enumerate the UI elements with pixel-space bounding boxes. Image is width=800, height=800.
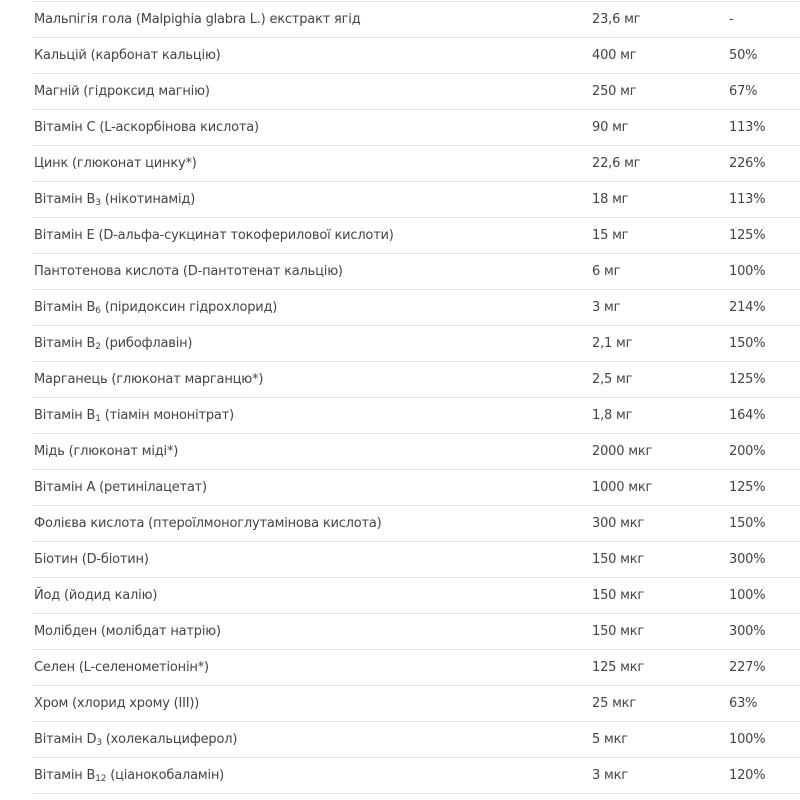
ingredient-name bbox=[32, 732, 592, 747]
ingredient-amount: 25 мкг bbox=[592, 696, 636, 711]
ingredient-name: Фолієва кислота (птероїлмоноглутамінова кислота) bbox=[34, 516, 382, 531]
table-row bbox=[32, 74, 800, 110]
ingredient-amount: 150 мкг bbox=[592, 552, 645, 567]
ingredient-name-prefix: Вітамін B bbox=[34, 192, 96, 207]
daily-value-percent: 67% bbox=[729, 84, 758, 99]
ingredient-name: Пантотенова кислота (D-пантотенат кальцію) bbox=[34, 264, 343, 279]
ingredient-name-prefix: Вітамін D bbox=[34, 732, 97, 747]
ingredient-name: Вітамін C (L-аскорбінова кислота) bbox=[34, 120, 259, 135]
ingredient-name: Селен (L-селенометіонін*) bbox=[34, 660, 209, 675]
table-row bbox=[32, 758, 800, 794]
table-row bbox=[32, 146, 800, 182]
daily-value-percent: 120% bbox=[729, 768, 766, 783]
daily-value-percent: 150% bbox=[729, 336, 766, 351]
table-row bbox=[32, 650, 800, 686]
table-row bbox=[32, 506, 800, 542]
daily-value-percent: 150% bbox=[729, 516, 766, 531]
ingredient-name-suffix: (рибофлавін) bbox=[100, 336, 193, 351]
table-row bbox=[32, 182, 800, 218]
daily-value-percent: 227% bbox=[729, 660, 766, 675]
table-row bbox=[32, 326, 800, 362]
ingredient-name: Біотин (D-біотин) bbox=[34, 552, 149, 567]
ingredient-name bbox=[32, 300, 592, 315]
ingredient-name bbox=[32, 768, 592, 783]
ingredient-name bbox=[32, 408, 592, 423]
ingredient-amount: 150 мкг bbox=[592, 588, 645, 603]
ingredient-name: Мальпігія гола (Malpighia glabra L.) екстракт ягід bbox=[34, 12, 361, 27]
ingredient-name-prefix: Вітамін B bbox=[34, 768, 96, 783]
daily-value-percent: 113% bbox=[729, 120, 766, 135]
daily-value-percent: 50% bbox=[729, 48, 758, 63]
ingredient-amount: 6 мг bbox=[592, 264, 621, 279]
ingredient-amount: 23,6 мг bbox=[592, 12, 641, 27]
ingredient-amount: 400 мг bbox=[592, 48, 637, 63]
ingredient-name: Вітамін A (ретинілацетат) bbox=[34, 480, 207, 495]
ingredient-name: Мідь (глюконат міді*) bbox=[34, 444, 179, 459]
table-row bbox=[32, 254, 800, 290]
daily-value-percent: 100% bbox=[729, 732, 766, 747]
ingredient-name-subscript: 3 bbox=[96, 738, 102, 748]
table-row bbox=[32, 398, 800, 434]
ingredient-amount: 3 мг bbox=[592, 300, 621, 315]
ingredient-amount: 15 мг bbox=[592, 228, 629, 243]
daily-value-percent: 125% bbox=[729, 372, 766, 387]
table-row bbox=[32, 578, 800, 614]
ingredient-amount: 125 мкг bbox=[592, 660, 645, 675]
ingredient-amount: 2,5 мг bbox=[592, 372, 633, 387]
ingredient-amount: 2000 мкг bbox=[592, 444, 653, 459]
ingredient-name-suffix: (ціанокобаламін) bbox=[106, 768, 225, 783]
daily-value-percent: 63% bbox=[729, 696, 758, 711]
ingredient-name: Марганець (глюконат марганцю*) bbox=[34, 372, 264, 387]
daily-value-percent: 164% bbox=[729, 408, 766, 423]
table-row bbox=[32, 2, 800, 38]
daily-value-percent: 300% bbox=[729, 624, 766, 639]
table-row bbox=[32, 434, 800, 470]
ingredient-name: Йод (йодид калію) bbox=[34, 588, 158, 603]
daily-value-percent: 226% bbox=[729, 156, 766, 171]
ingredient-name: Хром (хлорид хрому (III)) bbox=[34, 696, 200, 711]
table-row bbox=[32, 218, 800, 254]
daily-value-percent: - bbox=[729, 12, 734, 27]
ingredient-name-suffix: (піридоксин гідрохлорид) bbox=[100, 300, 278, 315]
ingredient-name-suffix: (тіамін мононітрат) bbox=[100, 408, 234, 423]
daily-value-percent: 214% bbox=[729, 300, 766, 315]
ingredient-amount: 1,8 мг bbox=[592, 408, 633, 423]
ingredient-name: Магній (гідроксид магнію) bbox=[34, 84, 210, 99]
ingredient-name bbox=[32, 192, 592, 207]
ingredient-name: Кальцій (карбонат кальцію) bbox=[34, 48, 221, 63]
daily-value-percent: 125% bbox=[729, 480, 766, 495]
ingredient-name-subscript: 12 bbox=[95, 774, 107, 784]
table-row bbox=[32, 686, 800, 722]
daily-value-percent: 125% bbox=[729, 228, 766, 243]
ingredient-name-subscript: 1 bbox=[95, 414, 101, 424]
ingredient-name bbox=[32, 336, 592, 351]
ingredient-name-prefix: Вітамін B bbox=[34, 408, 96, 423]
daily-value-percent: 100% bbox=[729, 264, 766, 279]
table-row bbox=[32, 110, 800, 146]
ingredient-amount: 3 мкг bbox=[592, 768, 628, 783]
ingredient-amount: 90 мг bbox=[592, 120, 629, 135]
ingredient-name-subscript: 6 bbox=[95, 306, 101, 316]
ingredient-name-prefix: Вітамін B bbox=[34, 336, 96, 351]
nutrition-table bbox=[32, 1, 800, 794]
ingredient-name: Молібден (молібдат натрію) bbox=[34, 624, 221, 639]
ingredient-amount: 2,1 мг bbox=[592, 336, 633, 351]
table-row bbox=[32, 722, 800, 758]
table-row bbox=[32, 38, 800, 74]
table-row bbox=[32, 542, 800, 578]
table-row bbox=[32, 362, 800, 398]
ingredient-amount: 250 мг bbox=[592, 84, 637, 99]
ingredient-amount: 22,6 мг bbox=[592, 156, 641, 171]
table-row bbox=[32, 470, 800, 506]
ingredient-name-prefix: Вітамін B bbox=[34, 300, 96, 315]
ingredient-name: Вітамін E (D-альфа-сукцинат токоферилової кислоти) bbox=[34, 228, 394, 243]
table-row bbox=[32, 614, 800, 650]
ingredient-name-subscript: 2 bbox=[95, 342, 101, 352]
ingredient-name-suffix: (нікотинамід) bbox=[100, 192, 196, 207]
ingredient-amount: 18 мг bbox=[592, 192, 629, 207]
table-row bbox=[32, 290, 800, 326]
daily-value-percent: 113% bbox=[729, 192, 766, 207]
ingredient-name: Цинк (глюконат цинку*) bbox=[34, 156, 197, 171]
ingredient-amount: 5 мкг bbox=[592, 732, 628, 747]
ingredient-amount: 1000 мкг bbox=[592, 480, 653, 495]
ingredient-amount: 300 мкг bbox=[592, 516, 645, 531]
ingredient-name-suffix: (холекальциферол) bbox=[101, 732, 238, 747]
daily-value-percent: 100% bbox=[729, 588, 766, 603]
ingredient-name-subscript: 3 bbox=[95, 198, 101, 208]
daily-value-percent: 200% bbox=[729, 444, 766, 459]
daily-value-percent: 300% bbox=[729, 552, 766, 567]
ingredient-amount: 150 мкг bbox=[592, 624, 645, 639]
